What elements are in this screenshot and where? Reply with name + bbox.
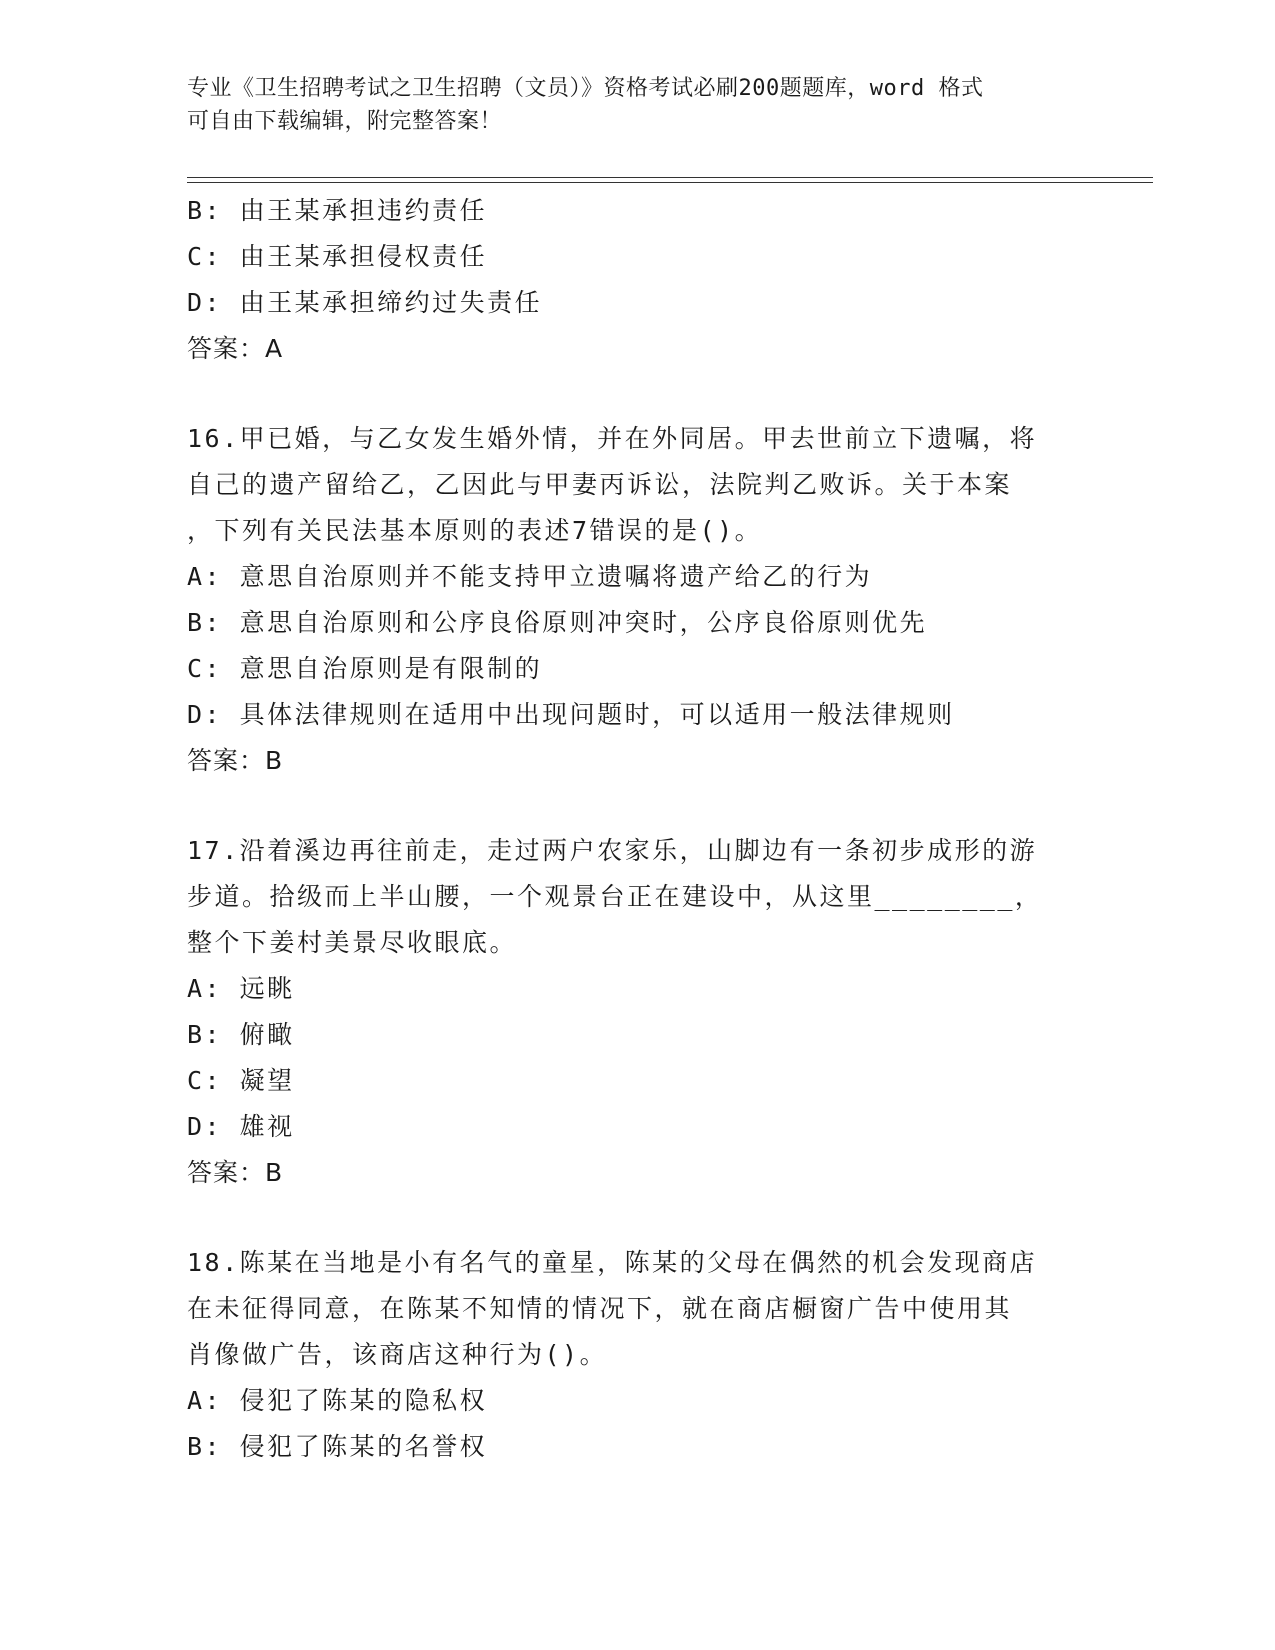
question-block-16 <box>187 416 1087 784</box>
answer-line: 答案：B <box>187 1158 284 1187</box>
question-text: ，下列有关民法基本原则的表述7错误的是()。 <box>187 516 763 545</box>
question-text: 整个下姜村美景尽收眼底。 <box>187 928 518 957</box>
option-line: B: 意思自治原则和公序良俗原则冲突时，公序良俗原则优先 <box>187 608 928 637</box>
option-line: B: 由王某承担违约责任 <box>187 196 488 225</box>
option-line: D: 具体法律规则在适用中出现问题时，可以适用一般法律规则 <box>187 700 955 729</box>
header-divider-bottom <box>187 182 1153 183</box>
question-text: 自己的遗产留给乙，乙因此与甲妻丙诉讼，法院判乙败诉。关于本案 <box>187 470 1013 499</box>
option-line: D: 由王某承担缔约过失责任 <box>187 288 543 317</box>
question-text: 步道。拾级而上半山腰，一个观景台正在建设中，从这里________， <box>187 882 1043 911</box>
option-line: A: 远眺 <box>187 974 295 1003</box>
question-text: 肖像做广告，该商店这种行为()。 <box>187 1340 608 1369</box>
answer-line: 答案：B <box>187 746 284 775</box>
option-line: C: 凝望 <box>187 1066 295 1095</box>
spacer <box>187 784 1087 828</box>
spacer <box>187 372 1087 416</box>
option-line: B: 侵犯了陈某的名誉权 <box>187 1432 488 1461</box>
option-line: C: 意思自治原则是有限制的 <box>187 654 543 683</box>
question-text: 18.陈某在当地是小有名气的童星，陈某的父母在偶然的机会发现商店 <box>187 1248 1038 1277</box>
header-divider-top <box>187 177 1153 178</box>
question-text: 在未征得同意，在陈某不知情的情况下，就在商店橱窗广告中使用其 <box>187 1294 1013 1323</box>
option-line: A: 意思自治原则并不能支持甲立遗嘱将遗产给乙的行为 <box>187 562 873 591</box>
answer-line: 答案：A <box>187 334 284 363</box>
question-block-17 <box>187 828 1087 1196</box>
question-block-18 <box>187 1240 1087 1470</box>
question-block-15 <box>187 188 1087 372</box>
option-line: D: 雄视 <box>187 1112 295 1141</box>
option-line: A: 侵犯了陈某的隐私权 <box>187 1386 488 1415</box>
question-list <box>187 188 1087 1470</box>
header-line-1: 专业《卫生招聘考试之卫生招聘（文员）》资格考试必刷200题题库，word 格式 <box>187 76 984 101</box>
option-line: B: 俯瞰 <box>187 1020 295 1049</box>
option-line: C: 由王某承担侵权责任 <box>187 242 488 271</box>
document-header <box>187 72 1087 138</box>
question-text: 17.沿着溪边再往前走，走过两户农家乐，山脚边有一条初步成形的游 <box>187 836 1038 865</box>
question-text: 16.甲已婚，与乙女发生婚外情，并在外同居。甲去世前立下遗嘱，将 <box>187 424 1038 453</box>
header-line-2: 可自由下载编辑，附完整答案！ <box>187 109 503 134</box>
spacer <box>187 1196 1087 1240</box>
